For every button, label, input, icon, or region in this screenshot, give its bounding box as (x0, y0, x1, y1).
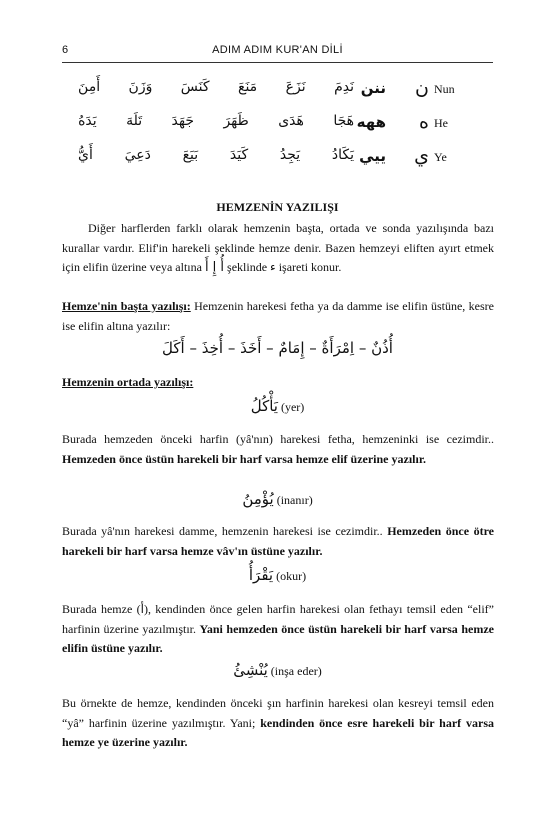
connected-form: ييي (359, 147, 386, 165)
example-1 (0, 397, 555, 415)
word: كَنَسَ (180, 79, 210, 95)
word: نَزَعَ (285, 79, 306, 95)
isolated-letter: ن (415, 77, 429, 99)
rule-text: Hemzeden önce ötre harekeli bir harf varsa hemze vâv'ın üstüne yazılır. (62, 524, 494, 558)
page-number: 6 (62, 44, 69, 56)
word: دَعِيَ (124, 147, 151, 163)
word: جَهَدَ (171, 113, 195, 129)
word: ظَهَرَ (223, 113, 249, 129)
word: وَزَنَ (128, 79, 153, 95)
paragraph-1 (62, 430, 494, 469)
example-2 (0, 490, 555, 508)
word: تَلَهَ (126, 113, 143, 129)
isolated-letter: ه (419, 111, 429, 133)
intro-text-3: işareti konur. (278, 260, 342, 274)
text: Burada yâ'nın harekesi damme, hemzenin harekesi ise cezimdir.. (62, 524, 383, 538)
translation: (inşa eder) (270, 664, 322, 678)
basta-text: Hemzenin harekesi fetha ya da damme ise elifin üstüne, kesre ise elifin altına yazılır: (62, 299, 494, 333)
paragraph-4 (62, 694, 494, 753)
word: كَيَدَ (229, 147, 249, 163)
word: هَجَا (333, 113, 354, 129)
arabic-word: يُؤْمِنُ (242, 490, 274, 508)
word: هَدَى (278, 113, 304, 129)
rule-text: kendinden önce esre harekeli bir harf varsa hemze ye üzerine yazılır. (62, 715, 494, 749)
word: يَجِدُ (279, 147, 301, 163)
hemze-forms: أُ إِ أَ (204, 260, 225, 275)
translation: (okur) (276, 569, 307, 583)
rule-text: Hemzeden önce üstün harekeli bir harf varsa hemze elif üzerine yazılır. (62, 451, 427, 466)
text: Bu örnekte de hemze, kendinden önceki şın harfinin harekesi olan kesreyi temsil eden “yâ” harfinin üzerine yazılmıştır. Yani; (62, 696, 494, 730)
arabic-examples: أُذُنٌ – اِمْرَأَةٌ – إِمَامٌ – أَخَذَ – أُخِذَ – أَكَلَ (162, 339, 393, 357)
text: Burada hemze ( (62, 602, 141, 616)
example-3 (0, 566, 555, 584)
arabic-word: يَأْكُلُ (250, 397, 278, 415)
text: ), kendinden önce gelen harfin harekesi olan fethayı temsil eden “elif” harfinin üzerine yazılmıştır. (62, 602, 494, 636)
example-words (78, 79, 354, 95)
letter-name: Ye (434, 150, 447, 164)
basta-paragraph (62, 297, 494, 336)
arabic-word: يَقْرَأُ (248, 566, 274, 584)
basta-label: Hemze'nin başta yazılışı: (62, 299, 191, 313)
hamza-sign: ء (270, 260, 276, 274)
word: يَدَهُ (78, 113, 97, 129)
translation: (inanır) (276, 493, 313, 507)
letter-name: He (434, 116, 448, 130)
word: أَيُّ (78, 147, 93, 163)
example-words (78, 113, 354, 129)
section-heading: HEMZENİN YAZILIŞI (216, 200, 339, 214)
header-rule (62, 62, 493, 63)
text: Burada hemzeden önceki harfin (yâ'nın) harekesi fetha, hemzeninki ise cezimdir.. (62, 432, 494, 446)
intro-text-2: şeklinde (227, 260, 268, 274)
isolated-letter: ي (414, 145, 429, 167)
paragraph-3 (62, 600, 494, 659)
example-4 (0, 661, 555, 679)
word: مَنَعَ (238, 79, 258, 95)
rule-text: Yani hemzeden önce üstün harekeli bir harf varsa hemze elifin üstüne yazılır. (62, 621, 494, 655)
ortada-label: Hemzenin ortada yazılışı: (62, 375, 194, 389)
basta-examples (0, 339, 555, 357)
connected-form: ننن (360, 79, 386, 97)
letter-row-ye (62, 147, 494, 171)
word: أَمِنَ (78, 79, 101, 95)
example-words (78, 147, 354, 163)
ortada-heading (62, 373, 494, 393)
running-title: ADIM ADIM KUR'AN DİLİ (212, 44, 343, 56)
word: بَيَعَ (182, 147, 199, 163)
intro-text-1: Diğer harflerden farklı olarak hemzenin başta, ortada ve sonda yazılışında bazı kurallar vardır. Elif'in harekeli şeklinde hemze denir. Bazen hemzeyi eliften ayırt etmek için elifin üzerine veya altına (62, 221, 494, 274)
hemze-sign: أ (140, 602, 144, 616)
intro-paragraph (62, 219, 494, 278)
arabic-word: يُنْشِئُ (233, 661, 268, 679)
letter-name: Nun (434, 82, 455, 96)
translation: (yer) (280, 400, 305, 414)
letter-row-nun (62, 79, 494, 103)
connected-form: ههه (356, 113, 386, 131)
word: يَكَادُ (331, 147, 354, 163)
paragraph-2 (62, 522, 494, 561)
letter-row-he (62, 113, 494, 137)
word: نَدِمَ (334, 79, 354, 95)
